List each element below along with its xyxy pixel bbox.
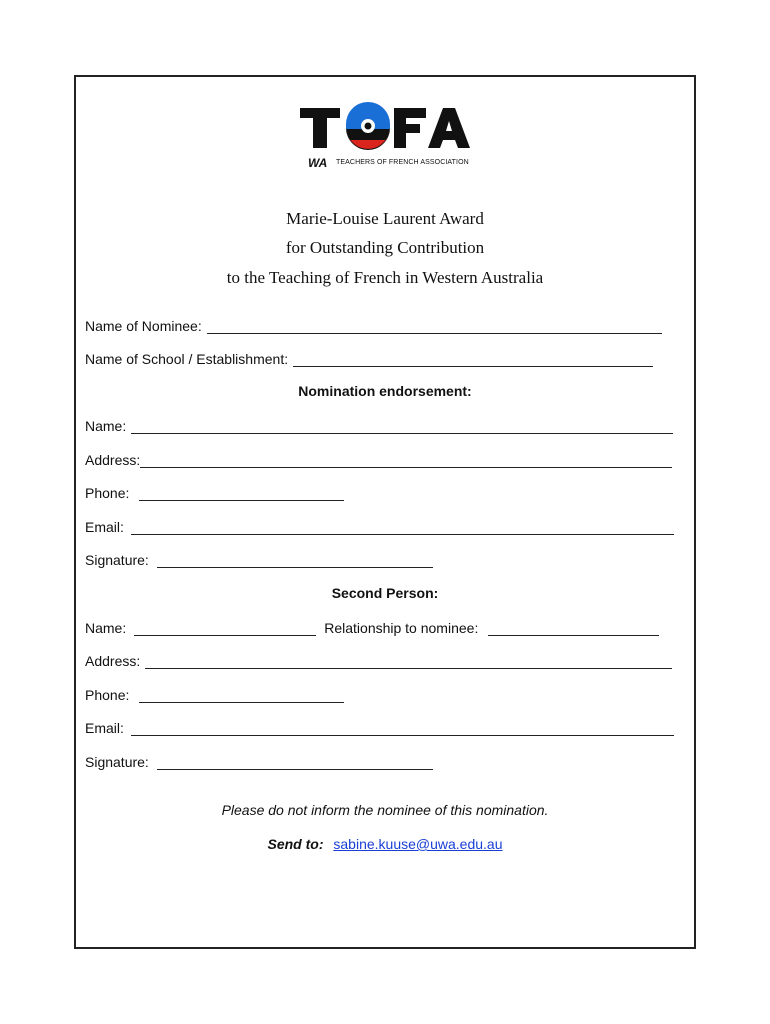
second-phone-label: Phone:	[85, 687, 130, 703]
endorsement-address-row	[85, 450, 672, 468]
second-name-row	[85, 618, 659, 636]
endorsement-address-field[interactable]	[140, 453, 672, 468]
endorsement-signature-field[interactable]	[157, 553, 433, 568]
second-email-label: Email:	[85, 720, 124, 736]
second-person-heading: Second Person:	[331, 585, 439, 601]
endorsement-signature-row	[85, 550, 433, 568]
tofa-logo	[298, 102, 478, 172]
second-address-label: Address:	[85, 653, 141, 669]
second-phone-field[interactable]	[139, 688, 344, 703]
award-title-line1: Marie-Louise Laurent Award	[286, 209, 484, 228]
endorsement-email-row	[85, 517, 674, 535]
second-address-field[interactable]	[145, 654, 672, 669]
award-title-line3: to the Teaching of French in Western Australia	[226, 268, 544, 287]
second-name-field[interactable]	[134, 621, 316, 636]
endorsement-email-label: Email:	[85, 519, 124, 535]
second-address-row	[85, 651, 672, 669]
school-label: Name of School / Establishment:	[85, 351, 289, 367]
send-to-label: Send to:	[267, 836, 324, 852]
confidentiality-note: Please do not inform the nominee of this nomination.	[221, 802, 549, 818]
school-row	[85, 349, 653, 367]
logo-subtitle: TEACHERS OF FRENCH ASSOCIATION	[336, 159, 469, 166]
endorsement-name-label: Name:	[85, 418, 127, 434]
endorsement-signature-label: Signature:	[85, 552, 149, 568]
send-to-row	[0, 836, 770, 852]
endorsement-address-label: Address:	[85, 452, 141, 468]
endorsement-name-row	[85, 416, 673, 434]
relationship-label: Relationship to nominee:	[324, 620, 479, 636]
endorsement-email-field[interactable]	[131, 520, 674, 535]
award-title-line2: for Outstanding Contribution	[285, 238, 485, 257]
endorsement-heading: Nomination endorsement:	[298, 383, 472, 399]
nominee-name-row	[85, 316, 662, 334]
school-field[interactable]	[293, 352, 653, 367]
relationship-field[interactable]	[488, 621, 659, 636]
logo-prefix: WA	[308, 156, 328, 170]
second-name-label: Name:	[85, 620, 127, 636]
nominee-name-field[interactable]	[207, 319, 662, 334]
second-signature-row	[85, 752, 433, 770]
endorsement-name-field[interactable]	[131, 419, 673, 434]
second-signature-label: Signature:	[85, 754, 149, 770]
endorsement-phone-label: Phone:	[85, 485, 130, 501]
nominee-name-label: Name of Nominee:	[85, 318, 202, 334]
second-email-row	[85, 718, 674, 736]
second-phone-row	[85, 685, 344, 703]
second-signature-field[interactable]	[157, 755, 433, 770]
second-email-field[interactable]	[131, 721, 674, 736]
endorsement-phone-field[interactable]	[139, 486, 344, 501]
endorsement-phone-row	[85, 483, 344, 501]
send-to-email-link[interactable]: sabine.kuuse@uwa.edu.au	[333, 836, 503, 852]
